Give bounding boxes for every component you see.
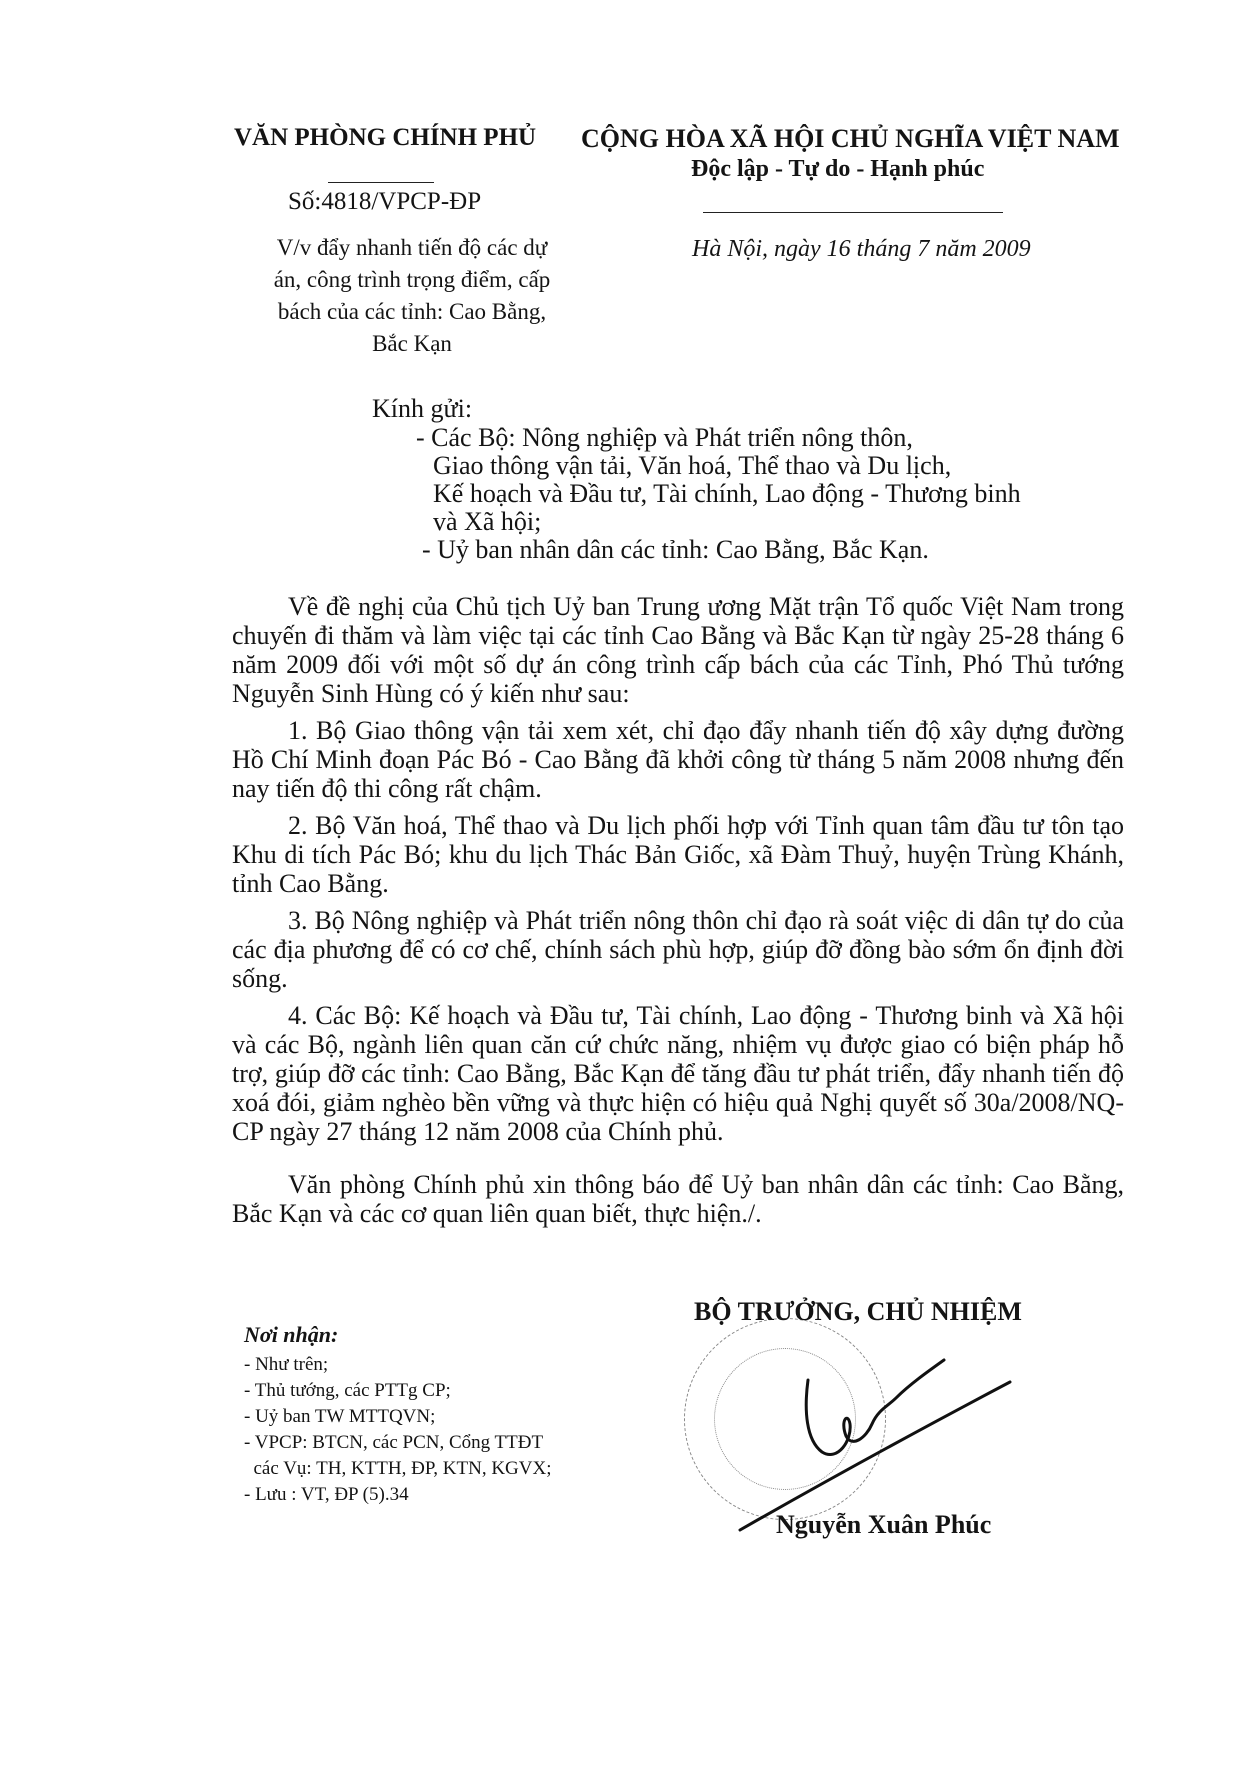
place-date: Hà Nội, ngày 16 tháng 7 năm 2009: [692, 236, 1031, 262]
agency-name: VĂN PHÒNG CHÍNH PHỦ: [234, 124, 537, 151]
item-paragraph: 1. Bộ Giao thông vận tải xem xét, chỉ đạo đẩy nhanh tiến độ xây dựng đường Hồ Chí Minh đoạn Pác Bó - Cao Bằng đã khởi công từ tháng 5 năm 2008 nhưng đến nay tiến độ thi công rất chậm.: [232, 716, 1124, 803]
distribution-line: - Uỷ ban TW MTTQVN;: [244, 1406, 436, 1427]
distribution-line: các Vụ: TH, KTTH, ĐP, KTN, KGVX;: [244, 1458, 552, 1479]
distribution-title: Nơi nhận:: [244, 1322, 339, 1347]
recipient-line: - Uỷ ban nhân dân các tỉnh: Cao Bằng, Bắc Kạn.: [422, 535, 929, 564]
subject-line: Bắc Kạn: [372, 331, 452, 356]
motto: Độc lập - Tự do - Hạnh phúc: [691, 156, 985, 182]
signer-name: Nguyễn Xuân Phúc: [776, 1510, 992, 1539]
subject-line: án, công trình trọng điểm, cấp: [273, 267, 551, 292]
intro-paragraph: Về đề nghị của Chủ tịch Uỷ ban Trung ương Mặt trận Tổ quốc Việt Nam trong chuyến đi thăm và làm việc tại các tỉnh Cao Bằng và Bắc Kạn từ ngày 25-28 tháng 6 năm 2009 đối với một số dự án công trình cấp bách của các Tỉnh, Phó Thủ tướng Nguyễn Sinh Hùng có ý kiến như sau:: [232, 592, 1124, 708]
distribution-line: - Lưu : VT, ĐP (5).34: [244, 1484, 409, 1505]
distribution-list: [244, 1322, 664, 1508]
recipient-line: Kế hoạch và Đầu tư, Tài chính, Lao động - Thương binh: [433, 479, 1021, 508]
distribution-line: - Như trên;: [244, 1354, 329, 1375]
subject-block: [262, 232, 562, 360]
distribution-line: - Thủ tướng, các PTTg CP;: [244, 1380, 451, 1401]
item-paragraph: 3. Bộ Nông nghiệp và Phát triển nông thôn chỉ đạo rà soát việc di dân tự do của các địa phương để có cơ chế, chính sách phù hợp, giúp đỡ đồng bào sớm ổn định đời sống.: [232, 906, 1124, 993]
closing-paragraph: Văn phòng Chính phủ xin thông báo để Uỷ ban nhân dân các tỉnh: Cao Bằng, Bắc Kạn và các cơ quan liên quan biết, thực hiện./.: [232, 1170, 1124, 1228]
letter-body: [232, 592, 1124, 1236]
motto-underline: [703, 212, 1003, 213]
signer-title: BỘ TRƯỞNG, CHỦ NHIỆM: [694, 1297, 1022, 1326]
subject-line: bách của các tỉnh: Cao Bằng,: [277, 299, 547, 324]
document-number: Số:4818/VPCP-ĐP: [288, 188, 482, 215]
distribution-line: - VPCP: BTCN, các PCN, Cổng TTĐT: [244, 1432, 544, 1453]
agency-underline: [328, 182, 434, 183]
subject-line: V/v đẩy nhanh tiến độ các dự: [276, 235, 548, 260]
recipient-line: Giao thông vận tải, Văn hoá, Thể thao và Du lịch,: [433, 451, 952, 480]
republic-name: CỘNG HÒA XÃ HỘI CHỦ NGHĨA VIỆT NAM: [581, 124, 1120, 153]
item-paragraph: 2. Bộ Văn hoá, Thể thao và Du lịch phối hợp với Tỉnh quan tâm đầu tư tôn tạo Khu di tích Pác Bó; khu du lịch Thác Bản Giốc, xã Đàm Thuỷ, huyện Trùng Khánh, tỉnh Cao Bằng.: [232, 811, 1124, 898]
recipient-line: - Các Bộ: Nông nghiệp và Phát triển nông thôn,: [416, 423, 913, 452]
greeting: Kính gửi:: [372, 394, 473, 423]
item-paragraph: 4. Các Bộ: Kế hoạch và Đầu tư, Tài chính, Lao động - Thương binh và Xã hội và các Bộ, ngành liên quan căn cứ chức năng, nhiệm vụ được giao có biện pháp hỗ trợ, giúp đỡ các tỉnh: Cao Bằng, Bắc Kạn để tăng đầu tư phát triển, đẩy nhanh tiến độ xoá đói, giảm nghèo bền vững và thực hiện có hiệu quả Nghị quyết số 30a/2008/NQ-CP ngày 27 tháng 12 năm 2008 của Chính phủ.: [232, 1001, 1124, 1146]
recipient-line: và Xã hội;: [433, 507, 542, 536]
